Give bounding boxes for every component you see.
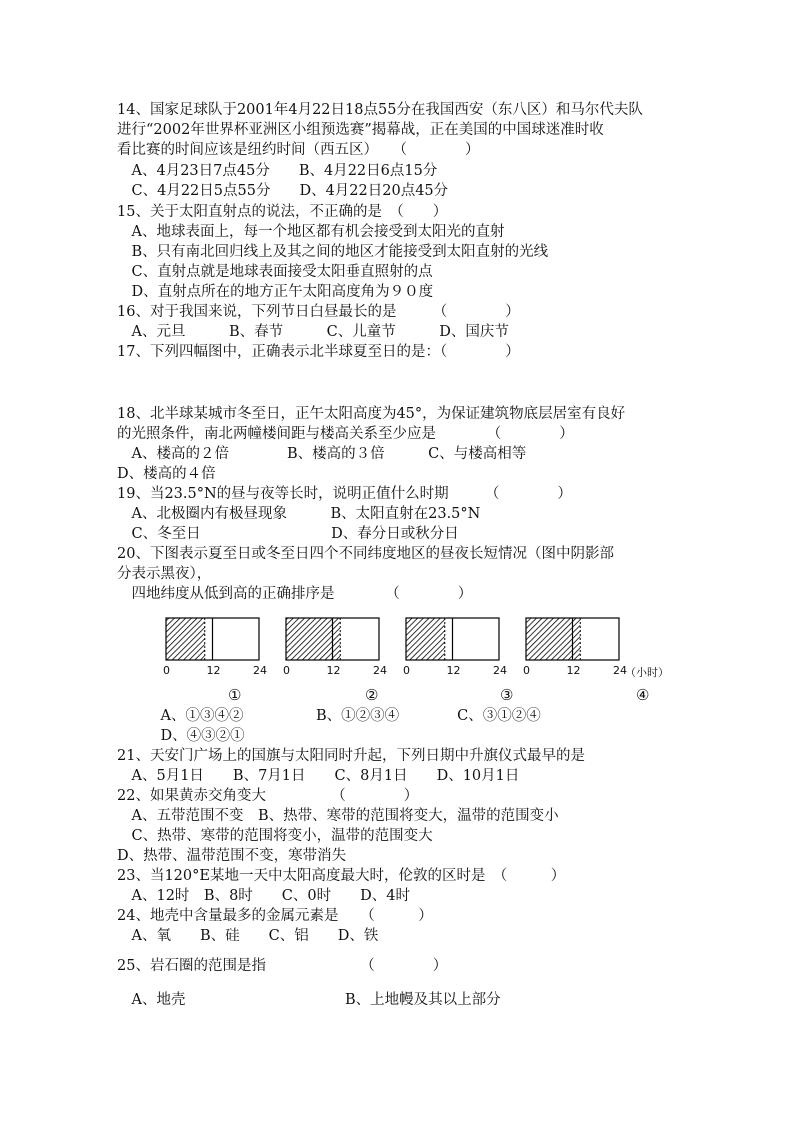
q20-options-abc: A、①③④② B、①②③④ C、③①②④ <box>117 708 541 724</box>
line-q25: 25、岩石圈的范围是指 （ ） <box>117 958 448 974</box>
line-q20-1: 20、下图表示夏至日或冬至日四个不同纬度地区的昼夜长短情况（图中阴影部 <box>117 546 614 562</box>
line-q15-opt-c: C、直射点就是地球表面接受太阳垂直照射的点 <box>117 264 433 280</box>
line-q22-opt-c: C、热带、寒带的范围将变小，温带的范围变大 <box>117 828 433 844</box>
line-q23-opts: A、12时 B、8时 C、0时 D、4时 <box>117 888 410 904</box>
line-q14-1: 14、国家足球队于2001年4月22日18点55分在我国西安（东八区）和马尔代夫队 <box>117 102 643 118</box>
axis-label: 0 <box>523 664 530 677</box>
line-q20-2: 分表示黑夜）， <box>117 566 212 582</box>
axis-label: 24 <box>613 664 627 677</box>
axis-label: 12 <box>326 664 341 677</box>
line-q15-opt-a: A、地球表面上，每一个地区都有机会接受到太阳光的直射 <box>117 224 505 240</box>
line-q16: 16、对于我国来说，下列节日白昼最长的是 （ ） <box>117 304 520 320</box>
bar-caption: ② <box>365 686 379 704</box>
line-q15-opt-d: D、直射点所在的地方正午太阳高度角为９０度 <box>117 284 434 300</box>
line-q18-opt-d: D、楼高的４倍 <box>117 466 216 482</box>
bar-caption: ③ <box>500 686 514 704</box>
line-q14-3: 看比赛的时间应该是纽约时间（西五区） （ ） <box>117 142 480 158</box>
line-q24-opts: A、氧 B、硅 C、铝 D、铁 <box>117 928 379 944</box>
line-q21: 21、天安门广场上的国旗与太阳同时升起，下列日期中升旗仪式最早的是 <box>117 748 585 764</box>
line-q25-opts: A、地壳 B、上地幔及其以上部分 <box>117 992 501 1008</box>
line-q14-opt-ab: A、4月23日7点45分 B、4月22日6点15分 <box>117 163 438 179</box>
line-q19: 19、当23.5°N的昼与夜等长时，说明正值什么时期 （ ） <box>117 486 572 502</box>
axis-label: 24 <box>253 664 267 677</box>
line-q24: 24、地壳中含量最多的金属元素是 （ ） <box>117 908 433 924</box>
line-q19-opt-ab: A、北极圈内有极昼现象 B、太阳直射在23.5°N <box>117 506 481 522</box>
line-q18-1: 18、北半球某城市冬至日，正午太阳高度为45°，为保证建筑物底层居室有良好 <box>117 406 626 422</box>
line-q14-opt-cd: C、4月22日5点55分 D、4月22日20点45分 <box>117 183 449 199</box>
line-q20-3: 四地纬度从低到高的正确排序是 （ ） <box>117 586 473 602</box>
line-q15-opt-b: B、只有南北回归线上及其之间的地区才能接受到太阳直射的光线 <box>117 244 549 260</box>
night-portion <box>166 618 205 660</box>
axis-label: 0 <box>283 664 290 677</box>
axis-label: 0 <box>403 664 410 677</box>
line-q18-2: 的光照条件，南北两幢楼间距与楼高关系至少应是 （ ） <box>117 426 574 442</box>
line-q14-2: 进行“2002年世界杯亚洲区小组预选赛”揭幕战，正在美国的中国球迷准时收 <box>117 122 604 138</box>
line-q17: 17、下列四幅图中，正确表示北半球夏至日的是：（ ） <box>117 344 520 360</box>
bar-caption: ① <box>228 686 242 704</box>
line-q23: 23、当120°E某地一天中太阳高度最大时，伦敦的区时是 （ ） <box>117 868 566 884</box>
line-q19-opt-cd: C、冬至日 D、春分日或秋分日 <box>117 526 459 542</box>
line-q21-opts: A、5月1日 B、7月1日 C、8月1日 D、10月1日 <box>117 768 520 784</box>
line-q22-opt-ab: A、五带范围不变 B、热带、寒带的范围将变大，温带的范围变小 <box>117 808 559 824</box>
line-q16-opts: A、元旦 B、春节 C、儿童节 D、国庆节 <box>117 324 509 340</box>
axis-label: 12 <box>566 664 581 677</box>
axis-label: 12 <box>206 664 221 677</box>
axis-unit: （小时） <box>625 666 669 679</box>
axis-label: 24 <box>493 664 507 677</box>
q20-option-d: D、④③②① <box>117 728 245 744</box>
bar-caption: ④ <box>636 686 650 704</box>
line-q15: 15、关于太阳直射点的说法，不正确的是 （ ） <box>117 204 448 220</box>
line-q22: 22、如果黄赤交角变大 （ ） <box>117 788 419 804</box>
night-portion <box>406 618 445 660</box>
axis-label: 0 <box>163 664 170 677</box>
line-q18-opts: A、楼高的２倍 B、楼高的３倍 C、与楼高相等 <box>117 446 527 462</box>
axis-label: 12 <box>446 664 461 677</box>
axis-label: 24 <box>373 664 387 677</box>
line-q22-opt-d: D、热带、温带范围不变，寒带消失 <box>117 848 347 864</box>
